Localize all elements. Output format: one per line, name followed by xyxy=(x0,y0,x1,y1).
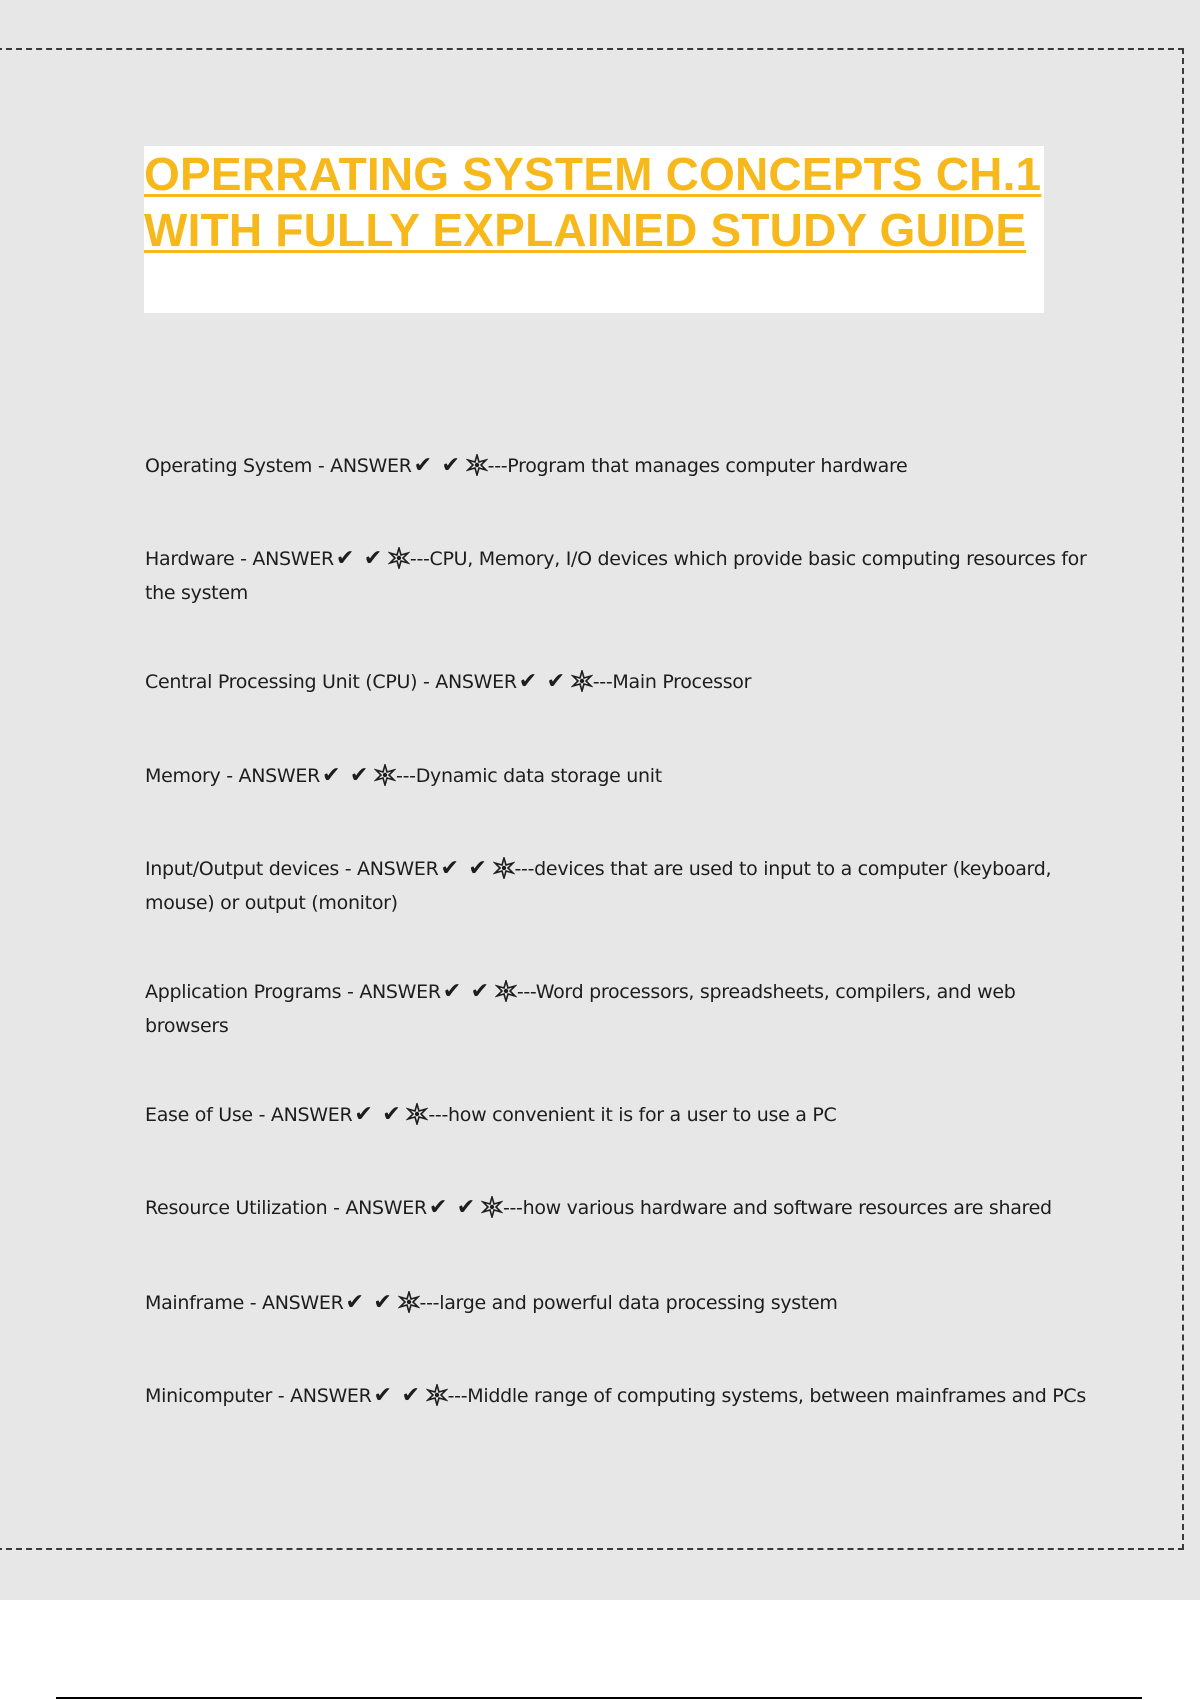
qa-entry: Input/Output devices - ANSWER✔ ✔ ---devices that are used to input to a computer (keyboard, mouse) or output (monitor) xyxy=(145,856,1052,914)
entry-term: Mainframe xyxy=(145,1292,244,1314)
qa-entry: Memory - ANSWER✔ ✔ ---Dynamic data storage unit xyxy=(145,761,1095,795)
entry-definition: ---how convenient it is for a user to use a PC xyxy=(428,1104,837,1126)
sparkle-icon xyxy=(481,1196,503,1227)
document-title: OPERRATING SYSTEM CONCEPTS CH.1 WITH FULLY EXPLAINED STUDY GUIDE xyxy=(144,148,1042,256)
check-icon: ✔ xyxy=(335,546,354,571)
check-icon: ✔ xyxy=(363,546,382,571)
check-icon: ✔ xyxy=(442,979,461,1004)
entry-term: Hardware xyxy=(145,548,235,570)
answer-label: ANSWER xyxy=(345,1197,427,1219)
check-icon: ✔ xyxy=(354,1102,373,1127)
check-icon: ✔ xyxy=(428,1195,448,1220)
footer-divider xyxy=(56,1697,1142,1699)
sparkle-icon xyxy=(374,764,396,795)
check-icon: ✔ xyxy=(345,1290,364,1315)
entry-term: Memory xyxy=(145,765,221,787)
entry-term: Minicomputer xyxy=(145,1385,273,1407)
check-icon: ✔ xyxy=(468,856,487,881)
check-icon: ✔ xyxy=(413,453,432,478)
entry-definition: ---devices that are used to input to a computer (keyboard, mouse) or output (monitor) xyxy=(145,858,1052,914)
qa-entry: Resource Utilization - ANSWER✔ ✔ ---how various hardware and software resources are shared xyxy=(145,1193,1095,1227)
qa-entry: Minicomputer - ANSWER✔ ✔ ---Middle range of computing systems, between mainframes and PCs xyxy=(145,1381,1095,1415)
sparkle-icon xyxy=(571,670,593,701)
answer-label: ANSWER xyxy=(357,858,439,880)
check-icon: ✔ xyxy=(322,763,341,788)
entry-term: Application Programs xyxy=(145,981,342,1003)
check-icon: ✔ xyxy=(349,763,369,788)
entry-term: Operating System xyxy=(145,455,313,477)
entry-definition: ---Main Processor xyxy=(592,671,752,693)
sparkle-icon xyxy=(495,980,517,1011)
entry-definition: ---how various hardware and software resources are shared xyxy=(502,1197,1052,1219)
check-icon: ✔ xyxy=(546,669,565,694)
qa-entry: Central Processing Unit (CPU) - ANSWER✔ ✔ ---Main Processor xyxy=(145,667,1095,701)
answer-label: ANSWER xyxy=(290,1385,372,1407)
entry-term: Central Processing Unit (CPU) xyxy=(145,671,418,693)
sparkle-icon xyxy=(388,547,410,578)
entry-definition: ---Middle range of computing systems, between mainframes and PCs xyxy=(447,1385,1086,1407)
qa-entry: Ease of Use - ANSWER✔ ✔ ---how convenient it is for a user to use a PC xyxy=(145,1100,1095,1134)
answer-label: ANSWER xyxy=(252,548,334,570)
entry-term: Input/Output devices xyxy=(145,858,339,880)
sparkle-icon xyxy=(466,454,488,485)
answer-label: ANSWER xyxy=(330,455,412,477)
check-icon: ✔ xyxy=(440,856,459,881)
entry-term: Resource Utilization xyxy=(145,1197,328,1219)
sparkle-icon xyxy=(426,1384,448,1415)
title-box xyxy=(144,146,1044,313)
qa-entry: Application Programs - ANSWER✔ ✔ ---Word processors, spreadsheets, compilers, and web browsers xyxy=(145,979,1016,1037)
check-icon: ✔ xyxy=(373,1383,392,1408)
check-icon: ✔ xyxy=(518,669,537,694)
sparkle-icon xyxy=(398,1291,420,1322)
entry-definition: ---Word processors, spreadsheets, compilers, and web browsers xyxy=(145,981,1016,1037)
check-icon: ✔ xyxy=(441,453,460,478)
answer-label: ANSWER xyxy=(435,671,517,693)
entry-definition: ---Dynamic data storage unit xyxy=(396,765,662,787)
entry-definition: ---CPU, Memory, I/O devices which provide basic computing resources for the system xyxy=(145,548,1087,604)
answer-label: ANSWER xyxy=(270,1104,353,1126)
answer-label: ANSWER xyxy=(262,1292,344,1314)
check-icon: ✔ xyxy=(470,979,489,1004)
sparkle-icon xyxy=(493,857,515,888)
qa-entry: Hardware - ANSWER✔ ✔ ---CPU, Memory, I/O devices which provide basic computing resources for the system xyxy=(145,546,1087,604)
entry-definition: ---Program that manages computer hardware xyxy=(487,455,908,477)
check-icon: ✔ xyxy=(456,1195,475,1220)
entry-term: Ease of Use xyxy=(145,1104,253,1126)
entry-definition: ---large and powerful data processing system xyxy=(419,1292,838,1314)
qa-entry: Operating System - ANSWER✔ ✔ ---Program that manages computer hardware xyxy=(145,451,1095,485)
check-icon: ✔ xyxy=(382,1102,401,1127)
answer-label: ANSWER xyxy=(238,765,320,787)
answer-label: ANSWER xyxy=(359,981,441,1003)
check-icon: ✔ xyxy=(401,1383,420,1408)
check-icon: ✔ xyxy=(373,1290,392,1315)
qa-entry: Mainframe - ANSWER✔ ✔ ---large and powerful data processing system xyxy=(145,1288,1095,1322)
sparkle-icon xyxy=(406,1103,428,1134)
